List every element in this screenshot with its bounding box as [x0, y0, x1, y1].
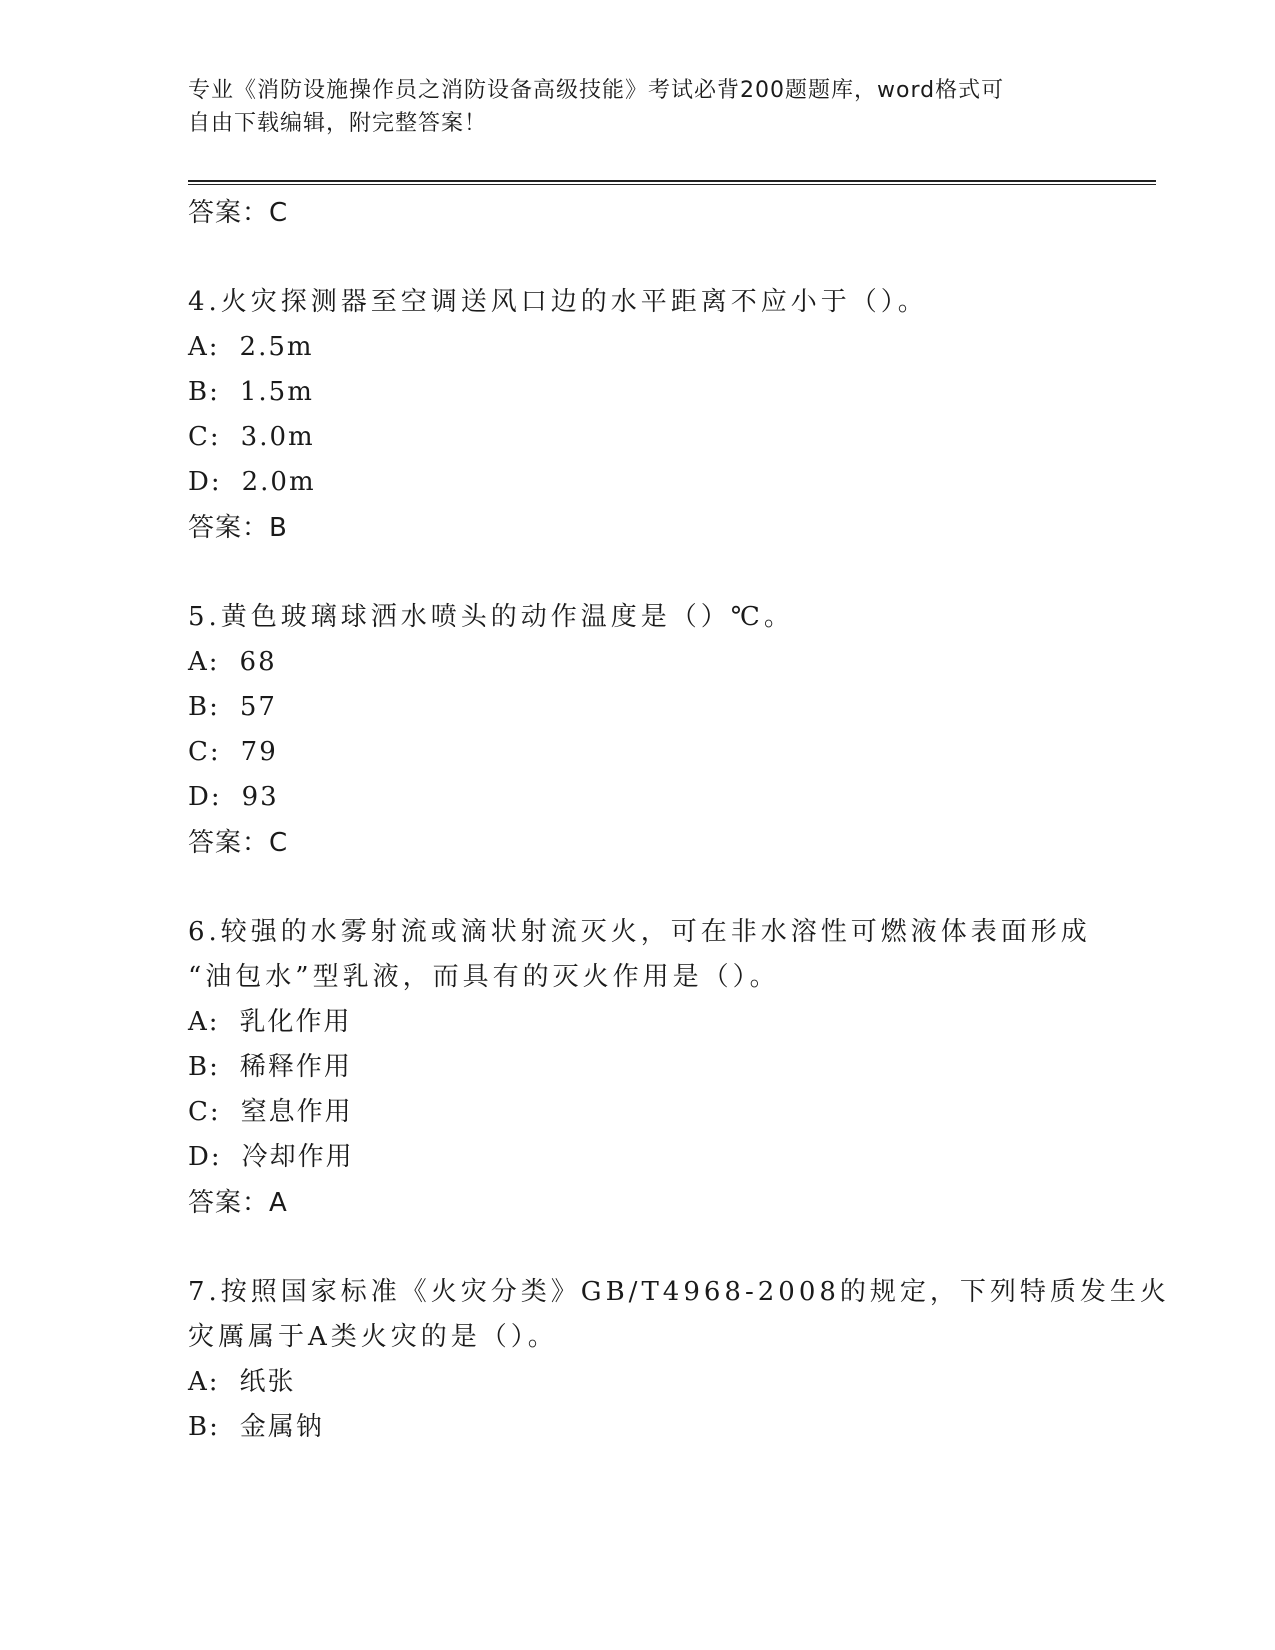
question-text: [188, 595, 1088, 640]
question-4: [188, 280, 1088, 551]
question-6: [188, 910, 1091, 1226]
option-text: 2.0m: [241, 467, 316, 497]
option-c: [188, 415, 1088, 460]
option-d: [188, 460, 1088, 505]
question-list: [188, 190, 1170, 1494]
option-text: 93: [241, 782, 279, 812]
question-5: [188, 595, 1088, 866]
option-key: B:: [188, 1412, 220, 1442]
option-key: A:: [188, 1367, 220, 1397]
option-a: [188, 1000, 1088, 1045]
option-text: 乳化作用: [239, 1007, 352, 1037]
option-text: 1.5m: [239, 377, 314, 407]
header-divider-thick: [188, 180, 1156, 182]
option-text: 金属钠: [239, 1412, 324, 1442]
question-line: 4.火灾探测器至空调送风口边的水平距离不应小于（）。: [188, 287, 928, 317]
option-b: [188, 1405, 1088, 1450]
option-a: [188, 640, 1088, 685]
option-b: [188, 370, 1088, 415]
option-a: [188, 1360, 1088, 1405]
option-text: 2.5m: [239, 332, 314, 362]
option-text: 3.0m: [240, 422, 315, 452]
option-text: 79: [240, 737, 278, 767]
option-text: 57: [239, 692, 277, 722]
question-text: [188, 280, 1088, 325]
option-key: A:: [188, 647, 220, 677]
option-a: [188, 325, 1088, 370]
option-c: [188, 730, 1088, 775]
question-line: “油包水”型乳液，而具有的灭火作用是（）。: [188, 962, 780, 992]
option-key: D:: [188, 1142, 222, 1172]
option-b: [188, 1045, 1088, 1090]
option-key: A:: [188, 1007, 220, 1037]
option-b: [188, 685, 1088, 730]
question-text: [188, 1270, 1170, 1360]
previous-answer: 答案：C: [188, 198, 289, 228]
option-text: 冷却作用: [241, 1142, 354, 1172]
answer-line: 答案：B: [188, 513, 288, 543]
option-text: 纸张: [239, 1367, 296, 1397]
question-7: [188, 1270, 1170, 1450]
option-c: [188, 1090, 1088, 1135]
option-text: 稀释作用: [239, 1052, 352, 1082]
answer-line: 答案：C: [188, 828, 289, 858]
option-text: 68: [239, 647, 277, 677]
option-key: B:: [188, 692, 220, 722]
document-header: [188, 74, 1088, 140]
question-line: 5.黄色玻璃球洒水喷头的动作温度是（）℃。: [188, 602, 794, 632]
question-line: 7.按照国家标准《火灾分类》GB/T4968-2008的规定，下列特质发生火: [188, 1277, 1170, 1307]
option-d: [188, 1135, 1088, 1180]
option-key: D:: [188, 782, 222, 812]
option-key: A:: [188, 332, 220, 362]
question-text: [188, 910, 1091, 1000]
question-line: 6.较强的水雾射流或滴状射流灭火，可在非水溶性可燃液体表面形成: [188, 917, 1091, 947]
option-key: B:: [188, 377, 220, 407]
option-key: B:: [188, 1052, 220, 1082]
header-line-2: 自由下载编辑，附完整答案！: [188, 111, 488, 136]
header-line-1: 专业《消防设施操作员之消防设备高级技能》考试必背200题题库，word格式可: [188, 78, 1005, 103]
option-text: 窒息作用: [240, 1097, 353, 1127]
option-key: C:: [188, 737, 221, 767]
answer-line: 答案：A: [188, 1188, 288, 1218]
option-key: C:: [188, 422, 221, 452]
option-d: [188, 775, 1088, 820]
header-divider-thin: [188, 184, 1156, 185]
option-key: D:: [188, 467, 222, 497]
question-line: 灾厲属于A类火灾的是（）。: [188, 1322, 558, 1352]
option-key: C:: [188, 1097, 221, 1127]
